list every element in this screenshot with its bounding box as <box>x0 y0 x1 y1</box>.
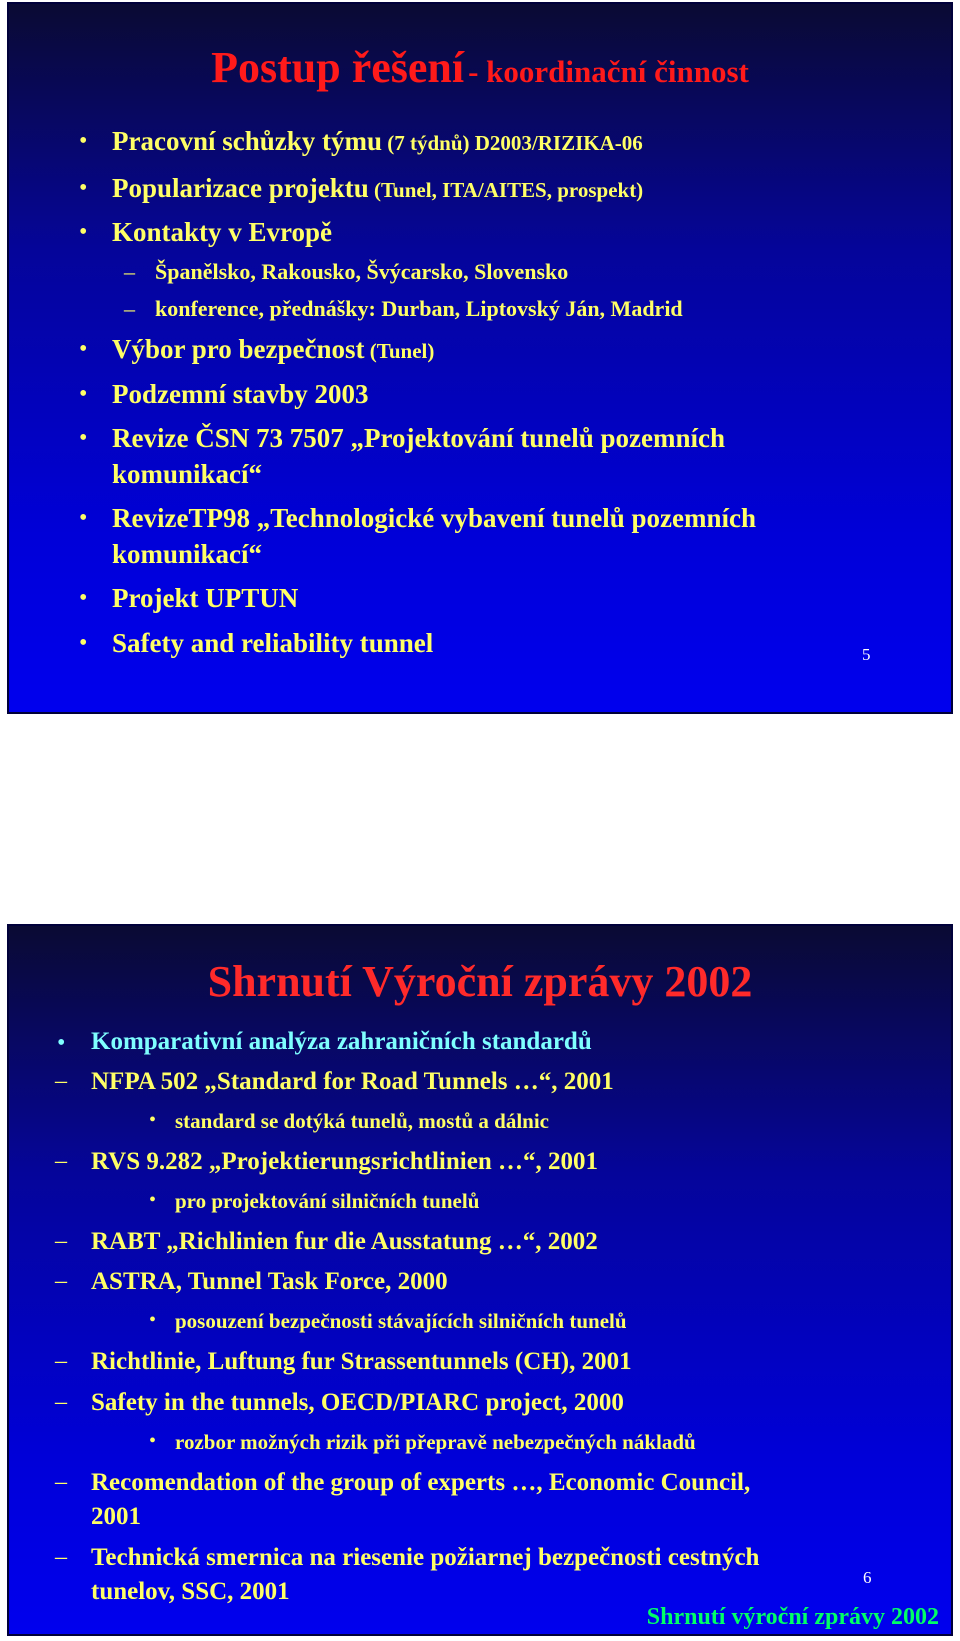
bullet-icon: • <box>79 381 88 407</box>
list-item: Safety and reliability tunnel <box>112 628 434 658</box>
list-item: Výbor pro bezpečnost (Tunel) <box>112 334 435 364</box>
dash-icon: – <box>55 1348 67 1374</box>
dash-icon: – <box>55 1148 67 1174</box>
list-item: Technická smernica na riesenie požiarnej bezpečnosti cestných <box>91 1544 760 1571</box>
dash-icon: – <box>55 1389 67 1415</box>
dash-icon: – <box>55 1268 67 1294</box>
list-item: RevizeTP98 „Technologické vybavení tunelů pozemních <box>112 503 757 533</box>
list-subitem: pro projektování silničních tunelů <box>175 1189 480 1213</box>
dash-icon: – <box>55 1068 67 1094</box>
page-number: 5 <box>862 645 871 664</box>
list-item: Komparativní analýza zahraničních standardů <box>91 1028 592 1055</box>
slide-title <box>9 42 951 93</box>
page-number: 6 <box>863 1568 872 1587</box>
list-subitem: standard se dotýká tunelů, mostů a dálnic <box>175 1109 549 1133</box>
bullet-icon: • <box>149 1309 157 1331</box>
slide-footer: Shrnutí výroční zprávy 2002 <box>646 1604 939 1630</box>
list-item: RABT „Richlinien fur die Ausstatung …“, 2002 <box>91 1228 598 1255</box>
list-subitem: Španělsko, Rakousko, Švýcarsko, Slovensko <box>155 259 569 284</box>
list-item: Pracovní schůzky týmu (7 týdnů) D2003/RIZIKA-06 <box>112 126 643 156</box>
list-item: Richtlinie, Luftung fur Strassentunnels (CH), 2001 <box>91 1348 632 1375</box>
list-item-continued: komunikací“ <box>112 539 263 569</box>
bullet-icon: • <box>57 1030 66 1056</box>
dash-icon: – <box>124 296 135 321</box>
list-item-continued: tunelov, SSC, 2001 <box>91 1578 290 1605</box>
dash-icon: – <box>55 1469 67 1495</box>
bullet-icon: • <box>79 505 88 531</box>
list-item-continued: komunikací“ <box>112 459 263 489</box>
dash-icon: – <box>55 1228 67 1254</box>
dash-icon: – <box>124 259 135 284</box>
bullet-icon: • <box>79 630 88 656</box>
list-subitem: konference, přednášky: Durban, Liptovský Ján, Madrid <box>155 296 683 321</box>
list-item: Kontakty v Evropě <box>112 217 333 247</box>
slide-annual-report-summary <box>7 924 953 1636</box>
list-item: Projekt UPTUN <box>112 583 299 613</box>
slide-title-main: Postup řešení <box>211 43 465 92</box>
bullet-icon: • <box>79 336 88 362</box>
list-subitem: rozbor možných rizik při přepravě nebezpečných nákladů <box>175 1430 696 1454</box>
list-item: Revize ČSN 73 7507 „Projektování tunelů pozemních <box>112 423 725 453</box>
bullet-icon: • <box>79 425 88 451</box>
bullet-icon: • <box>79 219 88 245</box>
bullet-icon: • <box>79 128 88 154</box>
bullet-icon: • <box>149 1109 157 1131</box>
bullet-icon: • <box>149 1189 157 1211</box>
slide-title-sub: - koordinační činnost <box>468 54 749 89</box>
list-item: Safety in the tunnels, OECD/PIARC project, 2000 <box>91 1389 624 1416</box>
bullet-icon: • <box>79 175 88 201</box>
bullet-icon: • <box>79 585 88 611</box>
slide-title: Shrnutí Výroční zprávy 2002 <box>207 957 753 1006</box>
list-item: ASTRA, Tunnel Task Force, 2000 <box>91 1268 448 1295</box>
list-item: Recomendation of the group of experts …, Economic Council, <box>91 1469 751 1496</box>
slide-coordination <box>7 2 953 714</box>
dash-icon: – <box>55 1544 67 1570</box>
list-item: Podzemní stavby 2003 <box>112 379 369 409</box>
list-item: Popularizace projektu (Tunel, ITA/AITES, prospekt) <box>112 173 644 203</box>
list-item-continued: 2001 <box>91 1503 141 1530</box>
list-item: NFPA 502 „Standard for Road Tunnels …“, 2001 <box>91 1068 614 1095</box>
list-subitem: posouzení bezpečnosti stávajících silničních tunelů <box>175 1309 627 1333</box>
list-item: RVS 9.282 „Projektierungsrichtlinien …“, 2001 <box>91 1148 598 1175</box>
bullet-icon: • <box>149 1430 157 1452</box>
